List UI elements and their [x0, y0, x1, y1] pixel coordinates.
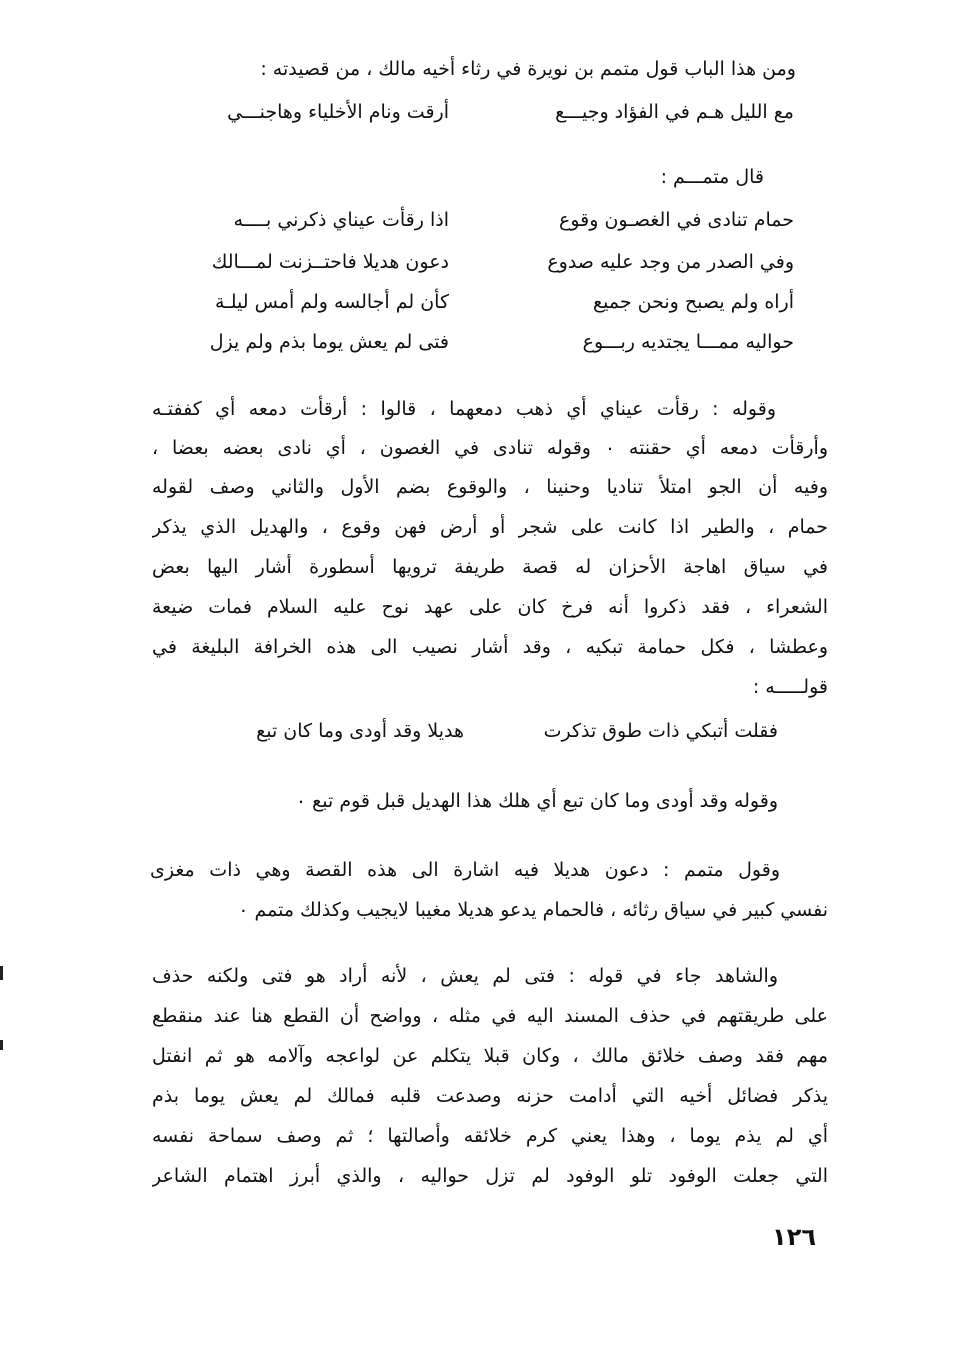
- verse-4-hemistich-1: فتى لم يعش يوما بذم ولم يزل: [209, 331, 449, 353]
- verse-1-hemistich-1: اذا رقأت عيناي ذكرني بــــه: [233, 209, 449, 231]
- verse-1-hemistich-2: حمام تنادى في الغصـون وقوع: [559, 209, 794, 231]
- scan-edge-mark: [0, 966, 3, 980]
- paragraph4-line-3: مهم فقد وصف خلائق مالك ، وكان قبلا يتكلم عن لواعجه وآلامه هو ثم انفتل: [152, 1045, 828, 1067]
- paragraph4-line-6: التي جعلت الوفود تلو الوفود لم تزل حواليه ، والذي أبرز اهتمام الشاعر: [152, 1165, 828, 1187]
- paragraph3-line-1: وقول متمم : دعون هديلا فيه اشارة الى هذه القصة وهي ذات مغزى: [150, 859, 780, 881]
- intro-line: ومن هذا الباب قول متمم بن نويرة في رثاء أخيه مالك ، من قصيدته :: [260, 58, 796, 80]
- paragraph1-line-5: في سياق اهاجة الأحزان له قصة طريفة ترويها أسطورة أشار اليها بعض: [152, 556, 828, 578]
- paragraph1-line-1: وقوله : رقأت عيناي أي ذهب دمعهما ، قالوا : أرقأت دمعه أي كففتـه: [152, 398, 776, 420]
- paragraph4-line-4: يذكر فضائل أخيه التي أدامت حزنه وصدعت قلبه فمالك لم يعش يوما بذم: [152, 1085, 828, 1107]
- verse-first-hemistich-1: أرقت ونام الأخلياء وهاجنـــي: [227, 101, 449, 123]
- paragraph4-line-1: والشاهد جاء في قوله : فتى لم يعش ، لأنه أراد هو فتى ولكنه حذف: [152, 965, 778, 987]
- quote-hemistich-2: هديلا وقد أودى وما كان تبع: [256, 720, 464, 742]
- verse-3-hemistich-2: أراه ولم يصبح ونحن جميع: [593, 291, 794, 313]
- paragraph3-line-2: نفسي كبير في سياق رثائه ، فالحمام يدعو هديلا مغيبا لايجيب وكذلك متمم ٠: [238, 899, 828, 921]
- verse-2-hemistich-2: وفي الصدر من وجد عليه صدوع: [547, 251, 794, 273]
- verse-4-hemistich-2: حواليه ممـــا يجتديه ربـــوع: [582, 331, 794, 353]
- paragraph1-line-7: وعطشا ، فكل حمامة تبكيه ، وقد أشار نصيب الى هذه الخرافة البليغة في: [152, 636, 828, 658]
- paragraph1-line-4: حمام ، والطير اذا كانت على شجر أو أرض فهن وقوع ، والهديل الذي يذكر: [152, 516, 828, 538]
- paragraph1-line-2: وأرقأت دمعه أي حقنته ٠ وقوله تنادى في الغصون ، أي نادى بعضه بعضا ،: [152, 437, 828, 459]
- verse-3-hemistich-1: كأن لم أجالسه ولم أمس ليلـة: [214, 291, 449, 313]
- paragraph1-line-6: الشعراء ، فقد ذكروا أنه فرخ كان على عهد نوح عليه السلام فمات ضيعة: [152, 596, 828, 618]
- paragraph2-line-1: وقوله وقد أودى وما كان تبع أي هلك هذا الهديل قبل قوم تبع ٠: [295, 790, 778, 812]
- paragraph4-line-2: على طريقتهم في حذف المسند اليه في مثله ، وواضح أن القطع هنا عند منقطع: [152, 1005, 828, 1027]
- scan-edge-mark: [0, 1040, 3, 1050]
- paragraph1-line-3: وفيه أن الجو امتلأ تناديا وحنينا ، والوقوع بضم الأول والثاني وصف لقوله: [152, 476, 828, 498]
- paragraph4-line-5: أي لم يذم يوما ، وهذا يعني كرم خلائقه وأصالتها ؛ ثم وصف سماحة نفسه: [152, 1125, 828, 1147]
- verse-2-hemistich-1: دعون هديلا فاحتــزنت لمـــالك: [211, 251, 449, 273]
- speaker-heading: قال متمـــم :: [660, 166, 764, 188]
- page-number: ١٢٦: [772, 1223, 816, 1251]
- paragraph1-line-8: قولـــــه :: [752, 676, 828, 698]
- quote-hemistich-1: فقلت أتبكي ذات طوق تذكرت: [543, 720, 778, 742]
- verse-first-hemistich-2: مع الليل هـم في الفؤاد وجيـــع: [555, 101, 794, 123]
